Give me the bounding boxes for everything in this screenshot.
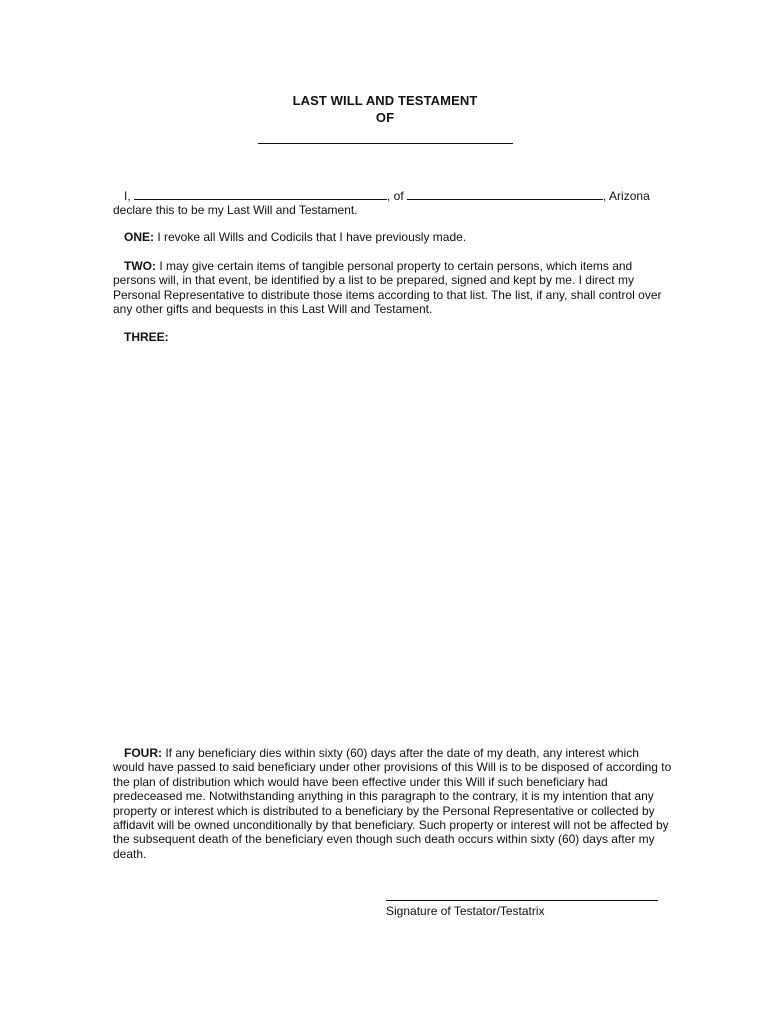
- document-title-of: OF: [375, 110, 395, 125]
- intro-middle: , of: [387, 189, 404, 203]
- city-blank[interactable]: [407, 188, 603, 200]
- section-four-label: FOUR:: [124, 746, 162, 760]
- section-four: [113, 746, 673, 861]
- section-three-label: THREE:: [124, 330, 169, 344]
- section-two: [113, 259, 673, 317]
- signature-label: Signature of Testator/Testatrix: [386, 904, 545, 918]
- intro-line2: declare this to be my Last Will and Testament.: [113, 203, 358, 218]
- signature-line[interactable]: [386, 900, 658, 901]
- testator-name-blank[interactable]: [258, 143, 513, 144]
- section-one: [113, 230, 673, 244]
- section-two-text: I may give certain items of tangible personal property to certain persons, which items and persons will, in that event, be identified by a list to be prepared, signed and kept by me. I direct my Personal Representative to distribute those items according to that list. The list, if any, shall control over any other gifts and bequests in this Last Will and Testament.: [113, 259, 662, 317]
- section-one-text: I revoke all Wills and Codicils that I have previously made.: [154, 230, 467, 244]
- section-four-text: If any beneficiary dies within sixty (60) days after the date of my death, any interest which would have passed to said beneficiary under other provisions of this Will is to be disposed of according to the plan of distribution which would have been effective under this Will if such beneficiary had predeceased me. Notwithstanding anything in this paragraph to the contrary, it is my intention that any property or interest which is distributed to a beneficiary by the Personal Representative or collected by affidavit will be owned unconditionally by that beneficiary. Such property or interest will not be affected by the subsequent death of the beneficiary even though such death occurs within sixty (60) days after my death.: [113, 746, 672, 861]
- section-one-label: ONE:: [124, 230, 154, 244]
- name-blank[interactable]: [134, 188, 387, 200]
- intro-suffix: , Arizona: [603, 189, 650, 203]
- intro-prefix: I,: [124, 189, 131, 203]
- document-title: LAST WILL AND TESTAMENT: [292, 93, 478, 108]
- intro-paragraph: [113, 188, 673, 218]
- section-three: [113, 330, 673, 344]
- section-two-label: TWO:: [124, 259, 156, 273]
